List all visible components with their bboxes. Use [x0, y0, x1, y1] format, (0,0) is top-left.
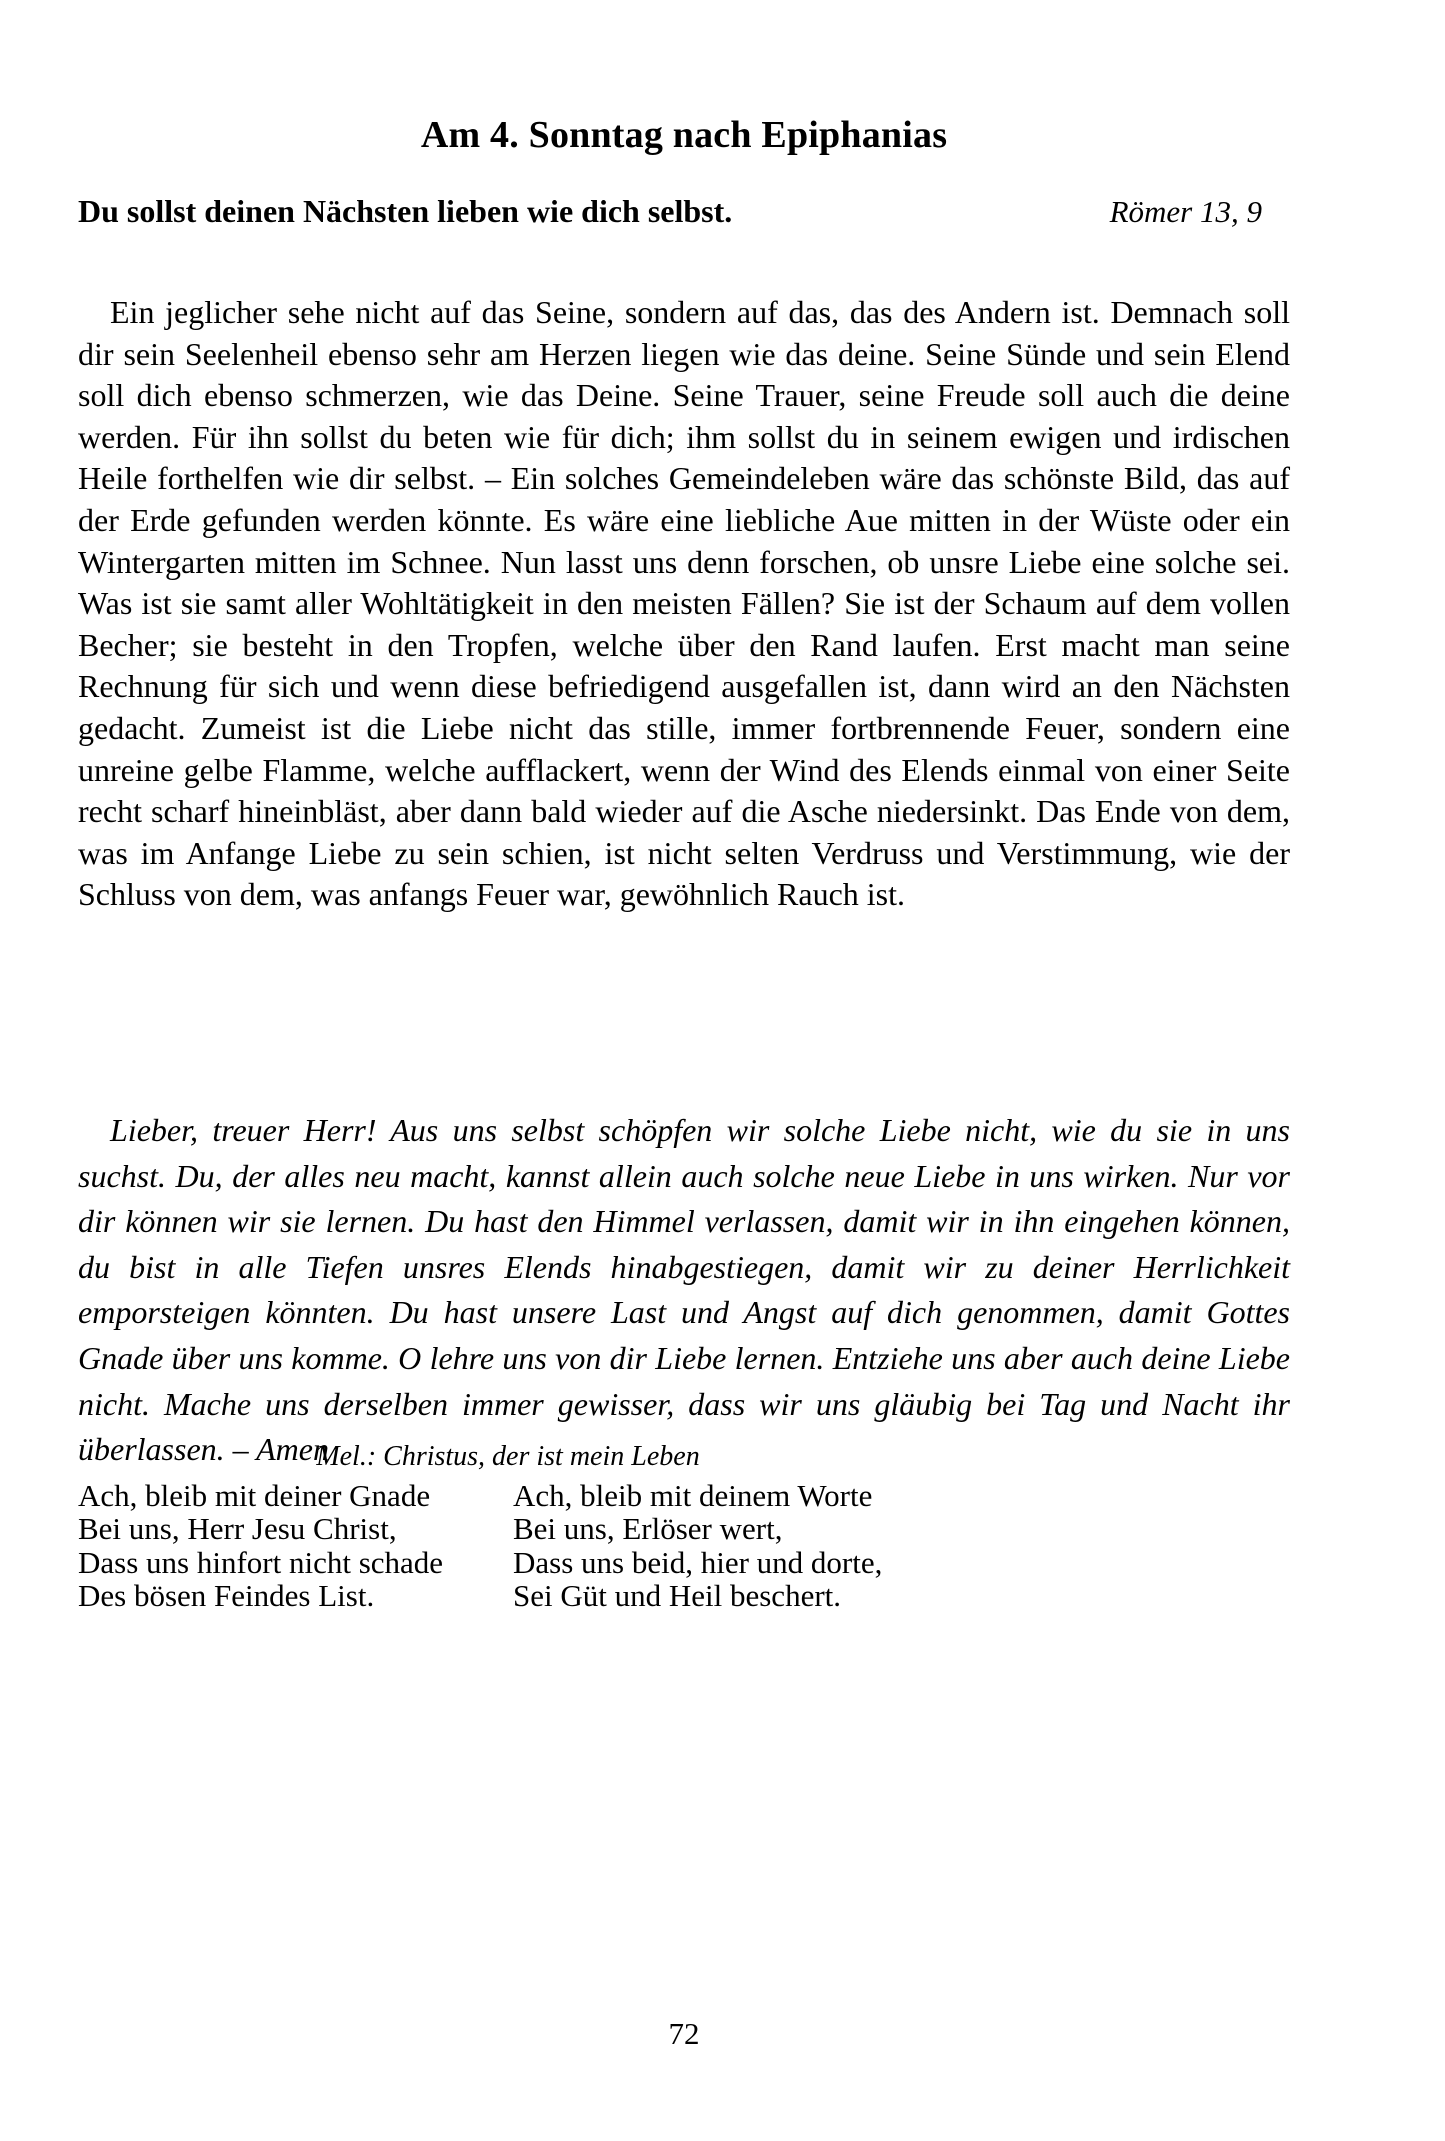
verse-reference: Römer 13, 9	[1109, 194, 1262, 229]
verse-row	[78, 193, 1290, 230]
devotion-paragraph: Ein jeglicher sehe nicht auf das Seine, sondern auf das, das des Andern ist. Demnach soll dir sein Seelenheil ebenso sehr am Herzen liegen wie das deine. Seine Sünde und sein Elend soll dich ebenso schmerzen, wie das Deine. Seine Trauer, seine Freude soll auch die deine werden. Für ihn sollst du beten wie für dich; ihm sollst du in seinem ewigen und irdischen Heile forthelfen wie dir selbst. – Ein solches Gemeindeleben wäre das schönste Bild, das auf der Erde gefunden werden könnte. Es wäre eine liebliche Aue mitten in der Wüste oder ein Wintergarten mitten im Schnee. Nun lasst uns denn forschen, ob unsre Liebe eine solche sei. Was ist sie samt aller Wohltätigkeit in den meisten Fällen? Sie ist der Schaum auf dem vollen Becher; sie besteht in den Tropfen, welche über den Rand laufen. Erst macht man seine Rechnung für sich und wenn diese befriedigend ausgefallen ist, dann wird an den Nächsten gedacht. Zumeist ist die Liebe nicht das stille, immer fortbrennende Feuer, sondern eine unreine gelbe Flamme, welche aufflackert, wenn der Wind des Elends einmal von einer Seite recht scharf hineinbläst, aber dann bald wieder auf die Asche niedersinkt. Das Ende von dem, was im Anfange Liebe zu sein schien, ist nicht selten Verdruss und Verstimmung, wie der Schluss von dem, was anfangs Feuer war, gewöhnlich Rauch ist.	[78, 294, 1290, 913]
hymn-line: Bei uns, Herr Jesu Christ,	[78, 1511, 397, 1547]
hymn-line: Des bösen Feindes List.	[78, 1578, 375, 1614]
hymn-line: Ach, bleib mit deiner Gnade	[78, 1478, 431, 1513]
hymn-line: Dass uns beid, hier und dorte,	[513, 1544, 883, 1580]
hymn-stanza-right	[513, 1479, 882, 1613]
melody-line: Mel.: Christus, der ist mein Leben	[316, 1441, 700, 1472]
bible-verse: Du sollst deinen Nächsten lieben wie dich selbst.	[78, 193, 733, 229]
prayer-paragraph: Lieber, treuer Herr! Aus uns selbst schöpfen wir solche Liebe nicht, wie du sie in uns suchst. Du, der alles neu macht, kannst allein auch solche neue Liebe in uns wirken. Nur vor dir können wir sie lernen. Du hast den Himmel verlassen, damit wir in ihn eingehen können, du bist in alle Tiefen unsres Elends hinabgestiegen, damit wir zu deiner Herrlichkeit emporsteigen könnten. Du hast unsere Last und Angst auf dich genommen, damit Gottes Gnade über uns komme. O lehre uns von dir Liebe lernen. Entziehe uns aber auch deine Liebe nicht. Mache uns derselben immer gewisser, dass wir uns gläubig bei Tag und Nacht ihr überlassen. – Amen	[78, 1112, 1290, 1468]
hymn-line: Sei Güt und Heil beschert.	[513, 1578, 842, 1614]
hymn-line: Bei uns, Erlöser wert,	[513, 1511, 783, 1547]
hymn-stanzas	[78, 1479, 1290, 1613]
page-title: Am 4. Sonntag nach Epiphanias	[420, 114, 948, 157]
hymn-line: Dass uns hinfort nicht schade	[78, 1544, 444, 1580]
hymn-stanza-left	[78, 1479, 513, 1613]
hymn-line: Ach, bleib mit deinem Worte	[513, 1478, 873, 1513]
page-number: 72	[668, 2016, 700, 2051]
